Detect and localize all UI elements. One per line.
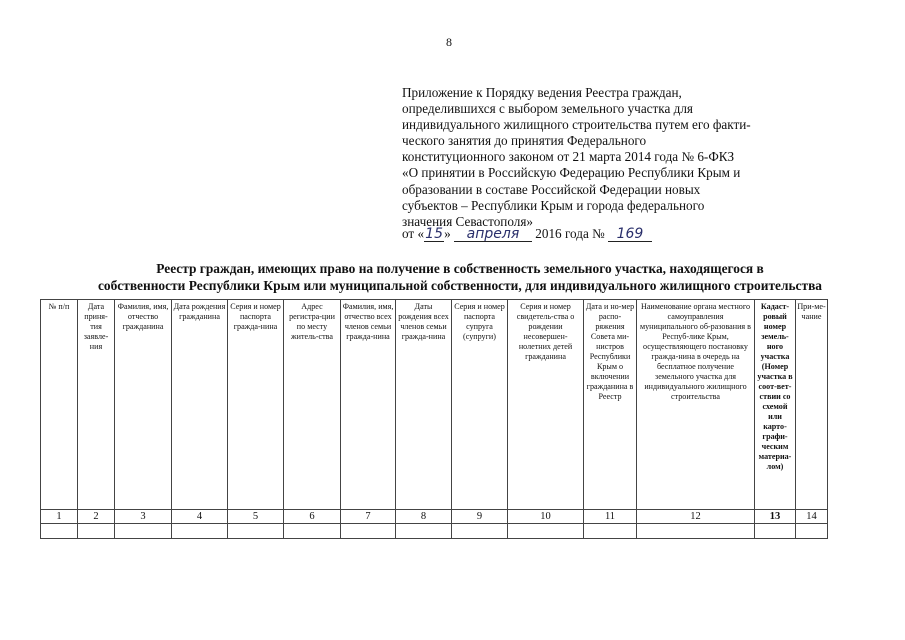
appendix-line: значения Севастополя» [402,213,534,229]
empty-cell [637,524,755,539]
appendix-line: определившихся с выбором земельного участка для [402,101,693,117]
column-number: 5 [228,510,284,524]
header-cell: При-ме-чание [796,300,828,510]
appendix-line: Приложение к Порядку ведения Реестра граждан, [402,85,682,100]
header-cell: Адрес регистра-ции по месту житель-ства [284,300,341,510]
appendix-line: ческого занятия до принятия Федерального [402,133,647,149]
header-cell: Наименование органа местного самоуправления муниципального об-разования в Респуб-лике Крым, осуществляющего постановку гражда-нина в очередь на бесплатное получение земельного участка для индивидуального жилищного строительства [637,300,755,510]
handwritten-month: апреля [454,227,532,242]
date-line [402,226,652,242]
column-number: 7 [341,510,396,524]
header-cell: Дата и но-мер распо-ряжения Совета ми-нистров Республики Крым о включении гражданина в Реестр [584,300,637,510]
date-mid: » [444,226,451,241]
table-header-row [41,300,828,510]
column-number: 10 [508,510,584,524]
date-year: 2016 года № [535,226,605,241]
header-cell: Кадаст-ровый номер земель-ного участка (Номер участка в соот-вет-ствии со схемой или карто-графи-ческим материа-лом) [755,300,796,510]
appendix-line: индивидуального жилищного строительства путем его факти- [402,117,751,133]
appendix-note [402,85,802,230]
column-number: 9 [452,510,508,524]
column-number: 8 [396,510,452,524]
header-cell: Даты рождения всех членов семьи гражда-нина [396,300,452,510]
header-cell: Серия и номер свидетель-ства о рождении несовершен-нолетних детей гражданина [508,300,584,510]
column-number: 2 [78,510,115,524]
header-cell: Дата рождения гражданина [172,300,228,510]
appendix-line: «О принятии в Российскую Федерацию Республики Крым и [402,165,741,181]
header-cell: Фамилия, имя, отчество гражданина [115,300,172,510]
empty-cell [78,524,115,539]
header-cell: Серия и номер паспорта супруга (супруги) [452,300,508,510]
empty-cell [341,524,396,539]
appendix-line: образовании в составе Российской Федерации новых [402,181,701,197]
empty-cell [228,524,284,539]
column-number: 1 [41,510,78,524]
handwritten-number: 169 [608,227,652,242]
empty-cell [115,524,172,539]
empty-cell [584,524,637,539]
empty-cell [755,524,796,539]
registry-title [40,260,880,294]
page-number: 8 [446,35,452,49]
empty-cell [508,524,584,539]
header-cell: Фамилия, имя, отчество всех членов семьи гражда-нина [341,300,396,510]
header-cell: № п/п [41,300,78,510]
header-cell: Дата приня-тия заявле-ния [78,300,115,510]
appendix-line: конституционного законом от 21 марта 2014 года № 6-ФКЗ [402,149,735,165]
empty-cell [284,524,341,539]
empty-cell [396,524,452,539]
column-number: 11 [584,510,637,524]
header-cell: Серия и номер паспорта гражда-нина [228,300,284,510]
empty-cell [172,524,228,539]
appendix-line: субъектов – Республики Крым и города федерального [402,197,705,213]
column-number: 13 [755,510,796,524]
title-line: Реестр граждан, имеющих право на получение в собственность земельного участка, находящегося в [156,261,764,276]
date-prefix: от « [402,226,425,241]
column-number: 4 [172,510,228,524]
column-number: 6 [284,510,341,524]
empty-cell [452,524,508,539]
column-number: 14 [796,510,828,524]
empty-cell [41,524,78,539]
column-number: 12 [637,510,755,524]
table-row [41,524,828,539]
column-number-row [41,510,828,524]
handwritten-day: 15 [425,226,443,242]
empty-cell [796,524,828,539]
title-line: собственности Республики Крым или муниципальной собственности, для индивидуального жилищного строительства [97,278,823,293]
column-number: 3 [115,510,172,524]
registry-table [40,299,828,539]
